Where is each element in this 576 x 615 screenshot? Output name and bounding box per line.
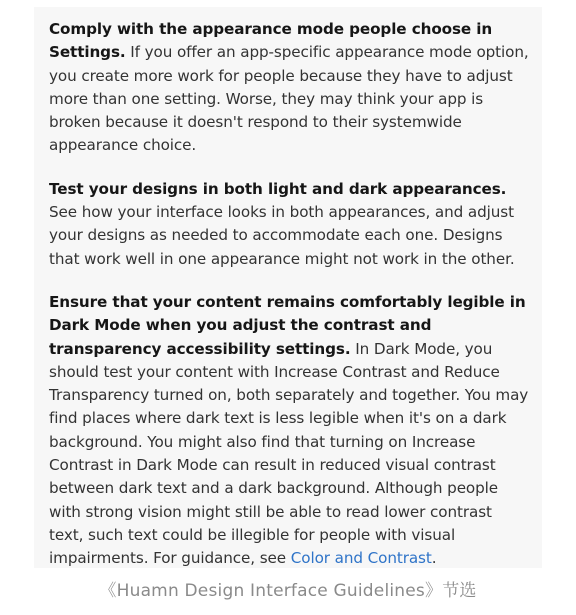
paragraph-body: See how your interface looks in both appearances, and adjust your designs as needed to accommodate each one. Designs that work well in one appearance might not work in the other. xyxy=(49,203,515,268)
paragraph-lead: Ensure that your content remains comfortably legible in Dark Mode when you adjust the contrast and transparency accessibility settings. xyxy=(49,292,526,358)
guideline-excerpt-card xyxy=(34,7,542,568)
image-caption: 《Huamn Design Interface Guidelines》节选 xyxy=(99,581,477,601)
paragraph-tail: . xyxy=(431,549,437,568)
paragraph-test-designs xyxy=(49,178,530,271)
paragraph-body: If you offer an app-specific appearance mode option, you create more work for people because they have to adjust more than one setting. Worse, they may think your app is broken because it doesn't respond to their systemwide appearance choice. xyxy=(49,43,529,155)
paragraph-lead: Comply with the appearance mode people choose in Settings. xyxy=(49,20,493,62)
paragraph-legibility xyxy=(49,291,530,571)
color-and-contrast-link[interactable]: Color and Contrast xyxy=(290,549,432,568)
paragraph-lead: Test your designs in both light and dark appearances. xyxy=(49,179,507,198)
paragraph-body: In Dark Mode, you should test your content with Increase Contrast and Reduce Transparency turned on, both separately and together. You may find places where dark text is less legible when it's on a dark background. You might also find that turning on Increase Contrast in Dark Mode can result in reduced visual contrast between dark text and a dark background. Although people with strong vision might still be able to read lower contrast text, such text could be illegible for people with visual impairments. For guidance, see xyxy=(49,339,529,568)
paragraph-appearance-mode xyxy=(49,18,530,158)
